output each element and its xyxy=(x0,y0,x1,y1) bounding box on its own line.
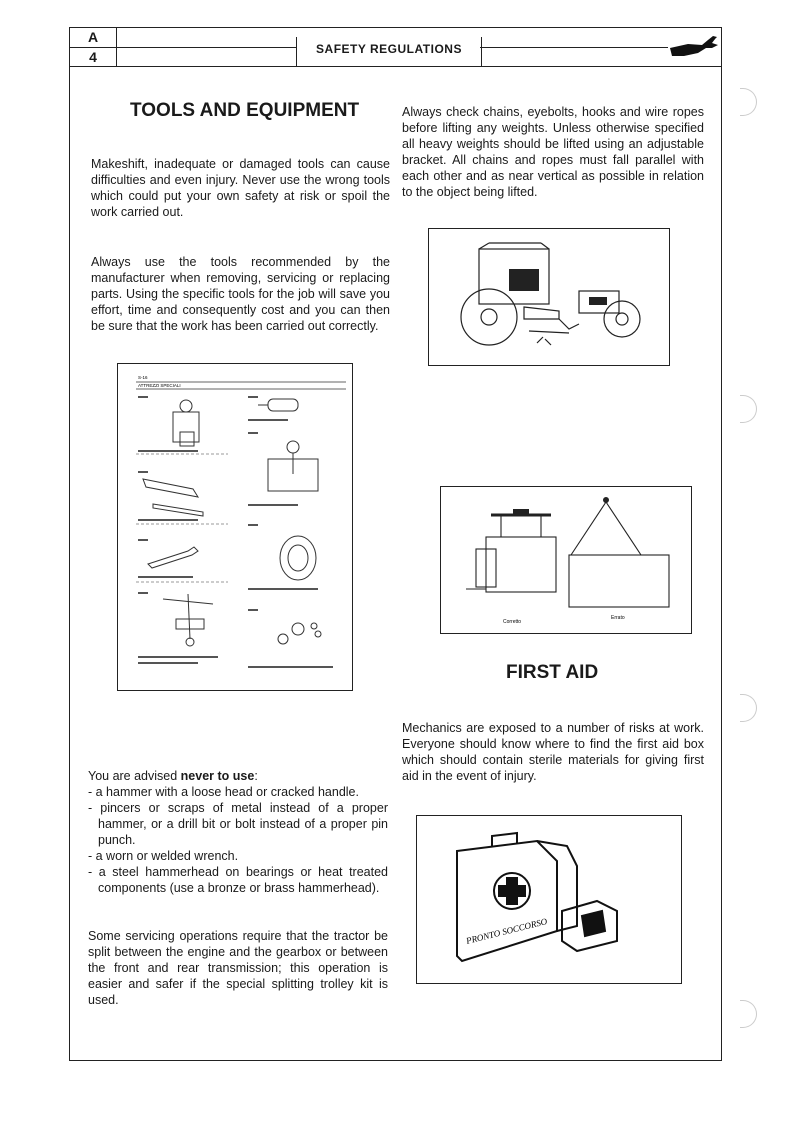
label-wrong: Errato xyxy=(611,615,625,621)
page-number: 4 xyxy=(89,49,97,65)
first-aid-heading: FIRST AID xyxy=(506,662,599,683)
list-item: - a steel hammerhead on bearings or heat treated components (use a bronze or brass hammerhead). xyxy=(88,865,388,895)
never-use-intro: You are advised never to use: xyxy=(88,769,258,783)
splitting-paragraph: Some servicing operations require that the tractor be split between the engine and the gearbox or between the front and rear transmission; this operation is easier and safer if the special splitting trolley kit is used. xyxy=(88,929,388,1007)
page-title: SAFETY REGULATIONS xyxy=(316,42,462,56)
punch-hole xyxy=(740,694,757,722)
special-tools-drawing xyxy=(118,364,352,690)
section-letter: A xyxy=(87,29,99,45)
first-aid-lid-text: PRONTO SOCCORSO xyxy=(465,916,549,946)
catalog-title: ATTREZZI SPECIALI xyxy=(138,383,181,388)
punch-hole xyxy=(740,1000,757,1028)
list-item: - pincers or scraps of metal instead of a proper hammer, or a drill bit or bolt instead of a proper pin punch. xyxy=(88,801,388,847)
lifting-paragraph: Always check chains, eyebolts, hooks and wire ropes before lifting any weights. Unless otherwise specified all heavy weights should be lifted using an adjustable bracket. All chains and ropes must fall parallel with each other and as near vertical as possible in relation to the object being lifted. xyxy=(402,105,704,199)
list-item: - a hammer with a loose head or cracked handle. xyxy=(88,785,359,799)
wrench-hand-icon xyxy=(668,34,720,64)
tractor-drawing xyxy=(429,229,669,365)
tools-paragraph-1: Makeshift, inadequate or damaged tools can cause difficulties and even injury. Never use the wrong tools which could put your own safety at risk or spoil the work carried out. xyxy=(91,157,390,219)
punch-hole xyxy=(740,88,757,116)
first-aid-paragraph: Mechanics are exposed to a number of risks at work. Everyone should know where to find the first aid box which should contain sterile materials for giving first aid in the event of injury. xyxy=(402,721,704,783)
lifting-drawing xyxy=(441,487,691,633)
catalog-code: S-16 xyxy=(138,375,148,380)
label-correct: Corretto xyxy=(503,619,522,625)
tractor-split-figure xyxy=(428,228,670,366)
lifting-figure xyxy=(440,486,692,634)
never-use-block xyxy=(88,768,388,896)
list-item: - a worn or welded wrench. xyxy=(88,849,239,863)
first-aid-box-figure xyxy=(416,815,682,984)
tools-paragraph-2: Always use the tools recommended by the manufacturer when removing, servicing or replacing parts. Using the specific tools for the job will save you effort, time and consequently cost and you can then be sure that the work has been carried out correctly. xyxy=(91,255,390,333)
never-use-list xyxy=(88,784,388,896)
special-tools-figure xyxy=(117,363,353,691)
first-aid-box-drawing xyxy=(417,816,681,983)
page-header xyxy=(70,28,721,67)
punch-hole xyxy=(740,395,757,423)
tools-heading: TOOLS AND EQUIPMENT xyxy=(130,100,360,121)
